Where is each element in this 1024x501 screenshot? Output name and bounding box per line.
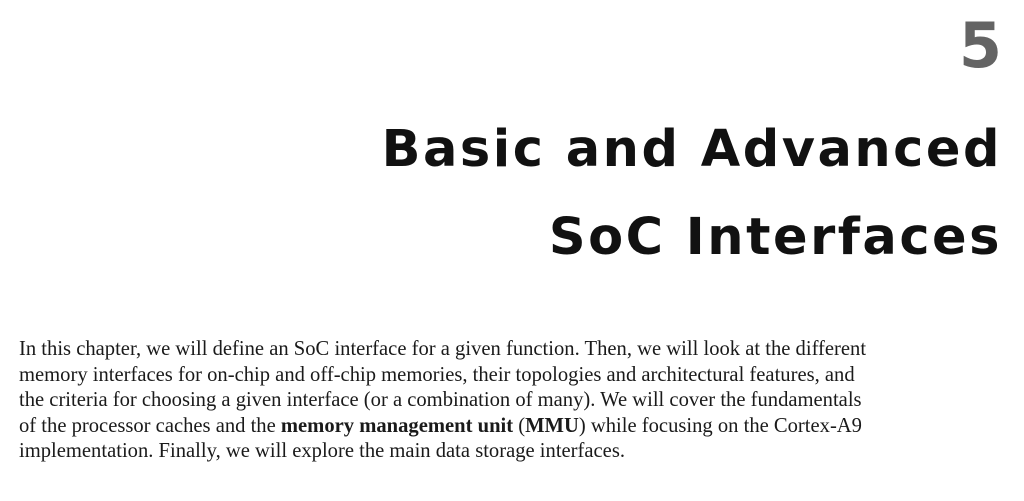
term-mmu: MMU xyxy=(525,414,579,437)
chapter-title-line-2: SoC Interfaces xyxy=(548,208,1002,267)
term-memory-management-unit: memory management unit xyxy=(280,414,514,437)
intro-line-4-before: of the processor caches and the xyxy=(19,414,281,437)
chapter-intro-paragraph xyxy=(19,337,1004,465)
intro-line-3: the criteria for choosing a given interface (or a combination of many). We will cover the fundamentals xyxy=(19,389,862,411)
intro-line-5: implementation. Finally, we will explore the main data storage interfaces. xyxy=(19,440,625,462)
intro-line-1: In this chapter, we will define an SoC interface for a given function. Then, we will look at the different xyxy=(19,338,867,360)
intro-line-4 xyxy=(19,414,1004,440)
intro-line-4-mid: ( xyxy=(513,414,526,437)
chapter-title-line-1: Basic and Advanced xyxy=(381,120,1002,179)
chapter-title xyxy=(382,106,1002,282)
intro-line-4-after: ) while focusing on the Cortex-A9 xyxy=(578,414,862,437)
intro-line-2: memory interfaces for on-chip and off-chip memories, their topologies and architectural features, and xyxy=(19,363,855,386)
chapter-number: 5 xyxy=(958,9,1002,82)
